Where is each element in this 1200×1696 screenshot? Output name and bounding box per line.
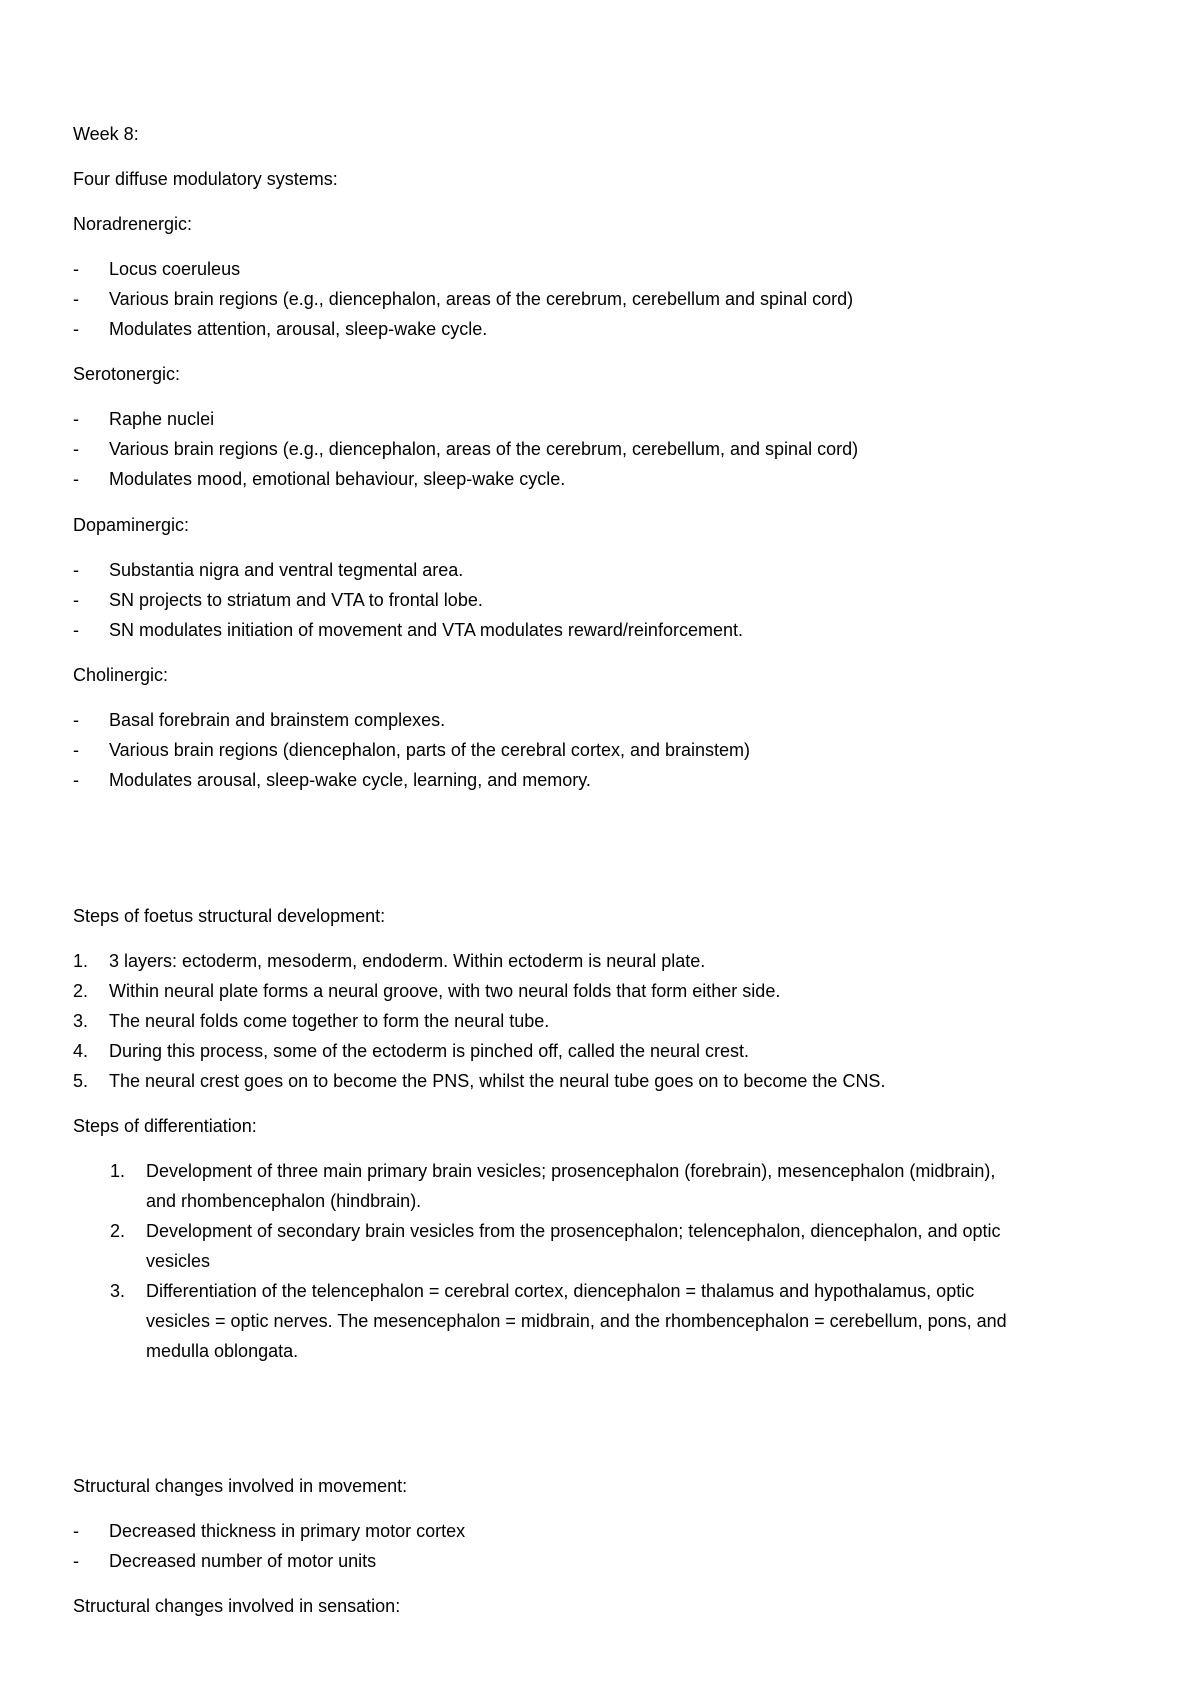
bullet-dash: -: [73, 439, 79, 459]
number-marker: 2.: [73, 981, 89, 1001]
number-marker: 5.: [73, 1071, 89, 1091]
list-item-line: Development of secondary brain vesicles from the prosencephalon; telencephalon, diencephalon, and optic: [146, 1221, 1001, 1241]
section-heading-movement: Structural changes involved in movement:: [73, 1476, 408, 1496]
bullet-dash: -: [73, 409, 79, 429]
list-item: 3 layers: ectoderm, mesoderm, endoderm. Within ectoderm is neural plate.: [109, 951, 706, 971]
number-marker: 3.: [73, 1011, 89, 1031]
list-item: The neural folds come together to form the neural tube.: [109, 1011, 550, 1031]
list-item: During this process, some of the ectoderm is pinched off, called the neural crest.: [109, 1041, 749, 1061]
bullet-dash: -: [73, 259, 79, 279]
number-marker: 2.: [110, 1221, 126, 1241]
number-marker: 1.: [73, 951, 89, 971]
list-item: Substantia nigra and ventral tegmental area.: [109, 560, 464, 580]
list-item-line: vesicles: [146, 1251, 211, 1271]
list-item: SN modulates initiation of movement and VTA modulates reward/reinforcement.: [109, 620, 743, 640]
list-item: Various brain regions (e.g., diencephalon, areas of the cerebrum, cerebellum, and spinal cord): [109, 439, 859, 459]
list-item: Basal forebrain and brainstem complexes.: [109, 710, 446, 730]
list-item: Decreased number of motor units: [109, 1551, 377, 1571]
list-item-line: Development of three main primary brain vesicles; prosencephalon (forebrain), mesencephalon (midbrain),: [146, 1161, 996, 1181]
bullet-dash: -: [73, 740, 79, 760]
subheading-cholinergic: Cholinergic:: [73, 665, 169, 685]
number-marker: 4.: [73, 1041, 89, 1061]
list-item: Locus coeruleus: [109, 259, 241, 279]
list-item-line: medulla oblongata.: [146, 1341, 299, 1361]
bullet-dash: -: [73, 289, 79, 309]
bullet-dash: -: [73, 770, 79, 790]
bullet-dash: -: [73, 1551, 79, 1571]
bullet-dash: -: [73, 1521, 79, 1541]
section-heading-differentiation: Steps of differentiation:: [73, 1116, 257, 1136]
section-heading-sensation: Structural changes involved in sensation:: [73, 1596, 401, 1616]
bullet-dash: -: [73, 560, 79, 580]
list-item: Within neural plate forms a neural groove, with two neural folds that form either side.: [109, 981, 781, 1001]
bullet-dash: -: [73, 469, 79, 489]
list-item: SN projects to striatum and VTA to frontal lobe.: [109, 590, 483, 610]
bullet-dash: -: [73, 620, 79, 640]
list-item: The neural crest goes on to become the PNS, whilst the neural tube goes on to become the CNS.: [109, 1071, 886, 1091]
subheading-serotonergic: Serotonergic:: [73, 364, 181, 384]
list-item-line: and rhombencephalon (hindbrain).: [146, 1191, 422, 1211]
number-marker: 1.: [110, 1161, 126, 1181]
list-item: Raphe nuclei: [109, 409, 215, 429]
list-item: Modulates arousal, sleep-wake cycle, learning, and memory.: [109, 770, 591, 790]
subheading-noradrenergic: Noradrenergic:: [73, 214, 193, 234]
list-item: Various brain regions (diencephalon, parts of the cerebral cortex, and brainstem): [109, 740, 751, 760]
bullet-dash: -: [73, 319, 79, 339]
list-item: Various brain regions (e.g., diencephalon, areas of the cerebrum, cerebellum and spinal cord): [109, 289, 854, 309]
bullet-dash: -: [73, 590, 79, 610]
bullet-dash: -: [73, 710, 79, 730]
list-item: Decreased thickness in primary motor cortex: [109, 1521, 466, 1541]
section-heading-modulatory: Four diffuse modulatory systems:: [73, 169, 338, 189]
page-title: Week 8:: [73, 124, 139, 144]
section-heading-foetus: Steps of foetus structural development:: [73, 906, 386, 926]
number-marker: 3.: [110, 1281, 126, 1301]
subheading-dopaminergic: Dopaminergic:: [73, 515, 190, 535]
list-item-line: vesicles = optic nerves. The mesencephalon = midbrain, and the rhombencephalon = cerebellum, pons, and: [146, 1311, 1007, 1331]
list-item: Modulates mood, emotional behaviour, sleep-wake cycle.: [109, 469, 566, 489]
list-item: Modulates attention, arousal, sleep-wake cycle.: [109, 319, 488, 339]
list-item-line: Differentiation of the telencephalon = cerebral cortex, diencephalon = thalamus and hypothalamus, optic: [146, 1281, 975, 1301]
